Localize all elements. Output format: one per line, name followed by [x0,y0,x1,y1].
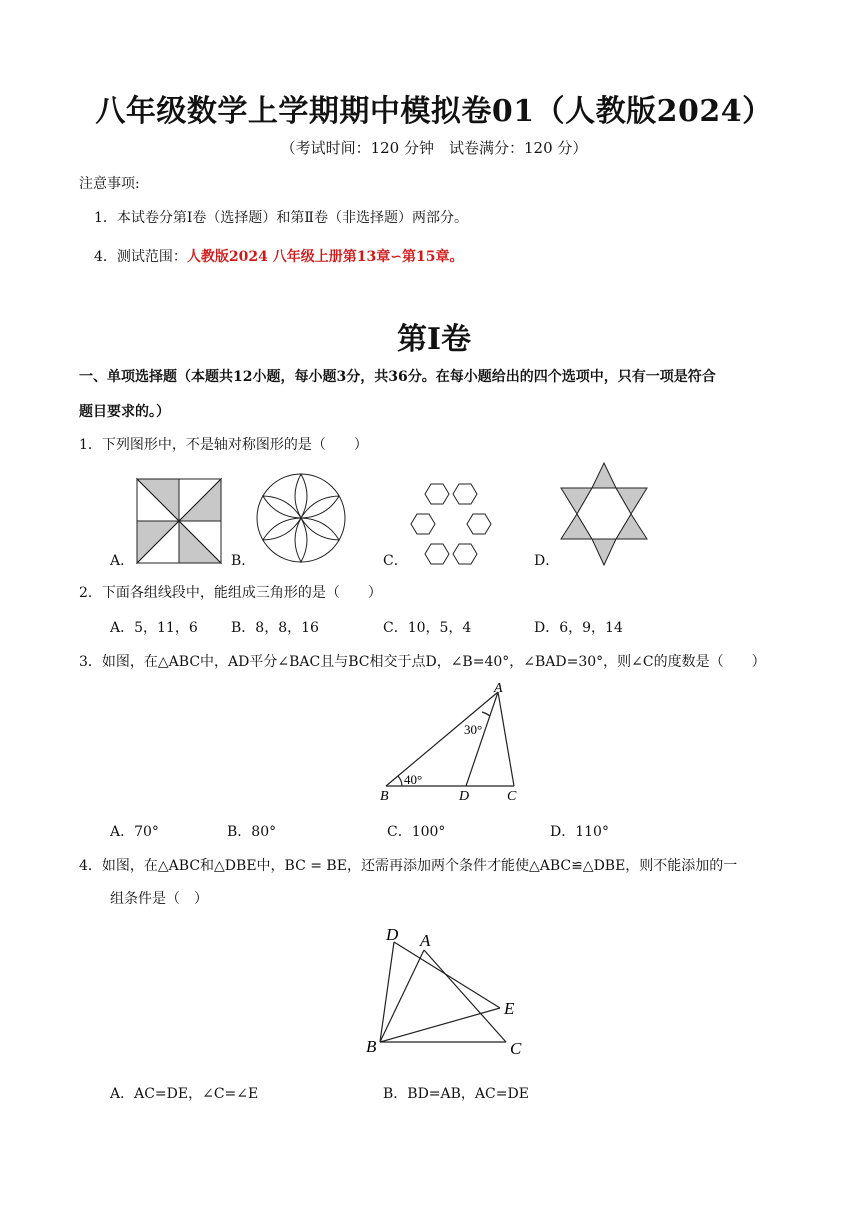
section-title: 第Ⅰ卷 [396,322,472,357]
question-2-stem: 2．下面各组线段中，能组成三角形的是（ ） [79,585,382,601]
note-item-1: 1．本试卷分第Ⅰ卷（选择题）和第Ⅱ卷（非选择题）两部分。 [94,210,468,226]
hexagon-ring-figure [405,484,497,564]
q1-label-a: A． [110,553,135,569]
pinwheel-figure [133,475,225,567]
test-scope: 人教版2024 八年级上册第13章∽第15章。 [186,249,464,265]
q3-option-a: A．70° [110,824,159,840]
section-instructions-1: 一、单项选择题（本题共12小题，每小题3分，共36分。在每小题给出的四个选项中，只有一项是符合 [79,369,716,385]
flower-figure [255,472,347,564]
congruent-triangles-figure [364,924,534,1060]
question-1-stem: 1．下列图形中，不是轴对称图形的是（ ） [79,437,368,453]
page-title: 八年级数学上学期期中模拟卷01（人教版2024） [95,94,773,129]
hexagram-figure [559,463,649,565]
question-3-stem: 3．如图，在△ABC中，AD平分∠BAC且与BC相交于点D，∠B=40°，∠BAD=30°，则∠C的度数是（ ） [79,654,766,670]
q1-label-c: C． [383,553,408,569]
q1-label-d: D． [534,553,560,569]
q2-option-a: A．5，11，6 [110,620,198,636]
q2-option-b: B．8，8，16 [231,620,319,636]
vertex-b-label: B [380,789,389,804]
exam-info: （考试时间：120 分钟 试卷满分：120 分） [280,139,588,157]
section-instructions-2: 题目要求的。） [79,404,170,420]
q2-option-c: C．10，5，4 [383,620,472,636]
angle-30-label: 30° [464,722,483,737]
q4-vertex-d-label: D [386,925,399,944]
question-4-stem-2: 组条件是（ ） [110,891,208,907]
q3-option-d: D．110° [550,824,609,840]
question-4-stem-1: 4．如图，在△ABC和△DBE中，BC = BE，还需再添加两个条件才能使△ABC≌△DBE，则不能添加的一 [79,858,738,874]
vertex-a-label: A [494,681,503,696]
angle-40-label: 40° [404,772,423,787]
q3-option-b: B．80° [227,824,277,840]
note-item-4-prefix: 4．测试范围： [94,249,187,265]
vertex-d-label: D [459,789,470,804]
q4-vertex-a-label: A [420,931,431,950]
q4-vertex-b-label: B [366,1037,377,1056]
q1-label-b: B． [231,553,256,569]
q4-vertex-c-label: C [510,1039,522,1058]
note-item-4 [94,246,463,266]
q3-option-c: C．100° [387,824,446,840]
notes-heading: 注意事项: [79,176,140,192]
q2-option-d: D．6，9，14 [534,620,623,636]
q4-option-a: A．AC=DE，∠C=∠E [110,1086,259,1102]
q4-option-b: B．BD=AB，AC=DE [383,1086,529,1102]
triangle-abc-figure [378,680,528,804]
q4-vertex-e-label: E [504,999,515,1018]
vertex-c-label: C [507,789,517,804]
